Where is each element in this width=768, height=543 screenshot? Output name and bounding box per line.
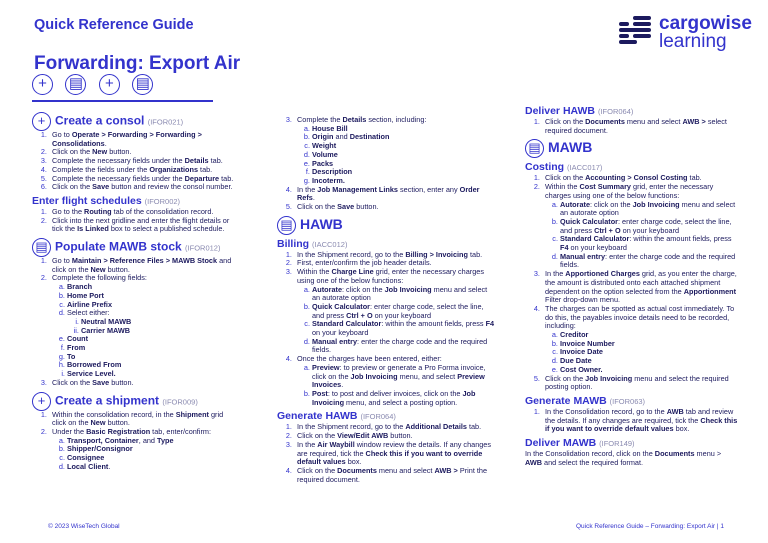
section-flight-schedules: Enter flight schedules (IFOR002) [32,194,181,207]
section-deliver-mawb: Deliver MAWB (IFOR149) [525,437,635,450]
plus-circle-icon: + [32,392,51,411]
section-populate-mawb: ▤ Populate MAWB stock (IFOR012) [32,238,237,257]
shipment-steps-continued: 3. Complete the Details section, including: a. House Bill b. Origin and Destination c. Weight d. Volume e. Packs f. Description g. Incoterm. 4. In the Job Management Links section, enter any Order Refs. 5. Click on the Save button. [277,116,497,212]
deliver-mawb-text: In the Consolidation record, click on the Documents menu > AWB and select the required format. [525,449,722,467]
create-consol-steps: 1. Go to Operate > Forwarding > Forwarding > Consolidations. 2. Click on the New button. 3. Complete the necessary fields under the Details tab. 4. Complete the fields under the Organizations tab. 5. Complete the necessary fields under the Departure tab. 6. Click on the Save button and review the consol number. [32,131,237,192]
costing-steps: 1. Click on the Accounting > Consol Costing tab. 2. Within the Cost Summary grid, enter the necessary charges using one of the below functions: a. Autorate: click on the Job Invoicing menu and select an autorate option b. Quick Calculator: enter charge code, select the line, and press Ctrl + O on your keyboard c. Standard Calculator: within the amount fields, press F4 on your keyboard d. Manual entry: enter the charge code and the required fields. 3. In the Apportioned Charges grid, as you enter the charge, the amount is distributed onto each attached shipment dependent on the option selected from the Apportionment Filter drop-down menu. 4. The charges can be spotted as actual cost immediately. To do this, the payables invoice details need to be recorded, including: a. Creditor b. Invoice Number c. Invoice Date d. Due Date e. Cost Owner. 5. Click on the Job Invoicing menu and select the required posting option. [525,174,740,392]
document-circle-icon: ▤ [525,139,544,158]
section-create-shipment: + Create a shipment (IFOR009) [32,392,237,411]
logo-bars-icon [619,14,653,48]
section-mawb: ▤ MAWB [525,139,740,158]
generate-hawb-steps: 1. In the Shipment record, go to the Additional Details tab. 2. Click on the View/Edit AWB button. 3. In the Air Waybill window review the details. If any changes are required, tick the Check this if you want to override default values box. 4. Click on the Documents menu and select AWB > Print the required document. [277,423,497,484]
generate-mawb-steps: 1. In the Consolidation record, go to the AWB tab and review the details. If any changes are required, tick the Check this if you want to override default values box. [525,408,740,434]
document-circle-icon: ▤ [132,74,153,95]
cargowise-logo: cargowise learning [619,14,739,52]
column-2 [277,116,497,484]
plus-circle-icon: + [32,74,53,95]
document-circle-icon: ▤ [277,216,296,235]
footer-page-info: Quick Reference Guide – Forwarding: Export Air | 1 [575,523,724,530]
plus-circle-icon: + [32,112,51,131]
section-billing: Billing (IACC012) [277,237,348,250]
section-create-consol: + Create a consol (IFOR021) [32,112,237,131]
flight-schedules-steps: 1. Go to the Routing tab of the consolidation record. 2. Click into the next gridline and enter the flight details or tick the Is Linked box to select a published schedule. [32,208,237,234]
populate-mawb-steps: 1. Go to Maintain > Reference Files > MAWB Stock and click on the New button. 2. Complete the following fields: a. Branch b. Home Port c. Airline Prefix d. Select either: i. Neutral MAWB ii. Carrier MAWB e. Count f. From g. To h. Borrowed From i. Service Level. 3. Click on the Save button. [32,257,237,388]
section-generate-hawb: Generate HAWB (IFOR064) [277,410,396,423]
section-deliver-hawb: Deliver HAWB (IFOR064) [525,105,634,117]
section-hawb: ▤ HAWB [277,216,497,235]
title-divider [32,100,213,102]
billing-steps: 1. In the Shipment record, go to the Billing > Invoicing tab. 2. First, enter/confirm the job header details. 3. Within the Charge Line grid, enter the necessary charges using one of the below functions: a. Autorate: click on the Job Invoicing menu and select an autorate option b. Quick Calculator: enter charge code, select the line, and press Ctrl + O on your keyboard c. Standard Calculator: within the amount fields, press F4 on your keyboard d. Manual entry: enter the charge code and the required fields. 4. Once the charges have been entered, either: a. Preview: to preview or generate a Pro Forma invoice, click on the Job Invoicing menu, and select Preview Invoices. b. Post: to post and deliver invoices, click on the Job Invoicing menu, and select a posting option. [277,251,497,408]
column-1 [32,108,237,472]
plus-circle-icon: + [99,74,120,95]
page-title: Forwarding: Export Air [34,53,241,74]
create-shipment-steps: 1. Within the consolidation record, in the Shipment grid click on the New button. 2. Under the Basic Registration tab, enter/confirm: a. Transport, Container, and Type b. Shipper/Consignor c. Consignee d. Local Client. [32,411,237,472]
footer-copyright: © 2023 WiseTech Global [48,523,120,530]
section-generate-mawb: Generate MAWB (IFOR063) [525,394,646,407]
document-circle-icon: ▤ [32,238,51,257]
column-3 [525,102,740,468]
document-circle-icon: ▤ [65,74,86,95]
section-costing: Costing (IACC017) [525,161,603,174]
header-title: Quick Reference Guide [34,17,194,33]
deliver-hawb-steps: 1. Click on the Documents menu and select AWB > select required document. [525,118,740,135]
title-icons [32,74,161,96]
